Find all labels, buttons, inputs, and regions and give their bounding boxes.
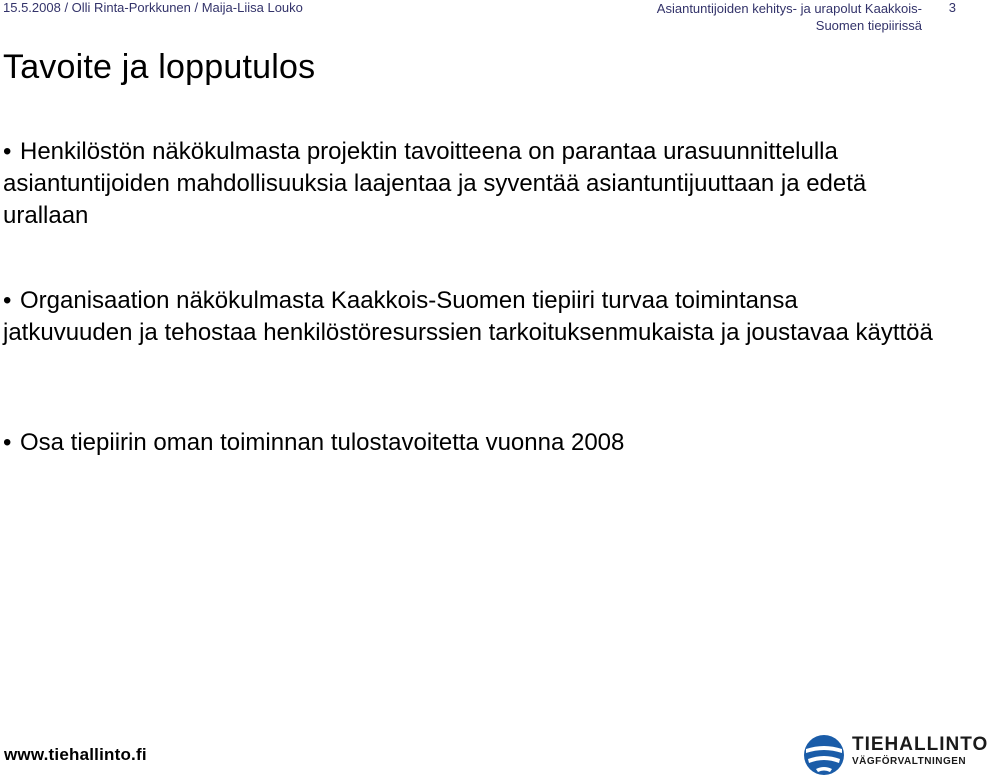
logo-sub: VÄGFÖRVALTNINGEN	[852, 756, 967, 767]
logo-name: TIEHALLINTO	[852, 734, 988, 755]
header-right	[657, 0, 922, 34]
page-number: 3	[948, 0, 956, 15]
bullet-2	[3, 285, 933, 349]
slide-title: Tavoite ja lopputulos	[3, 48, 316, 86]
footer-url[interactable]: www.tiehallinto.fi	[4, 745, 147, 764]
bullet-1	[3, 136, 933, 232]
footer-logo	[800, 733, 988, 778]
bullet-3	[3, 427, 933, 459]
header-left: 15.5.2008 / Olli Rinta-Porkkunen / Maija-Liisa Louko	[3, 0, 303, 15]
bullet-text-3: Osa tiepiirin oman toiminnan tulostavoitetta vuonna 2008	[20, 429, 625, 456]
bullet-marker-3: •	[3, 429, 12, 456]
header-right-line2: Suomen tiepiirissä	[815, 18, 922, 33]
header-right-line1: Asiantuntijoiden kehitys- ja urapolut Kaakkois-	[656, 1, 922, 16]
bullet-marker-2: •	[3, 287, 12, 314]
bullet-marker-1: •	[3, 138, 12, 165]
bullet-text-1: Henkilöstön näkökulmasta projektin tavoitteena on parantaa urasuunnittelulla asiantuntijoiden mahdollisuuksia laajentaa ja syventää asiantuntijuuttaan ja edetä urallaan	[3, 138, 867, 229]
bullet-text-2: Organisaation näkökulmasta Kaakkois-Suomen tiepiiri turvaa toimintansa jatkuvuuden ja tehostaa henkilöstöresurssien tarkoituksenmukaista ja joustavaa käyttöä	[3, 287, 933, 346]
tiehallinto-logo-icon	[802, 733, 846, 777]
